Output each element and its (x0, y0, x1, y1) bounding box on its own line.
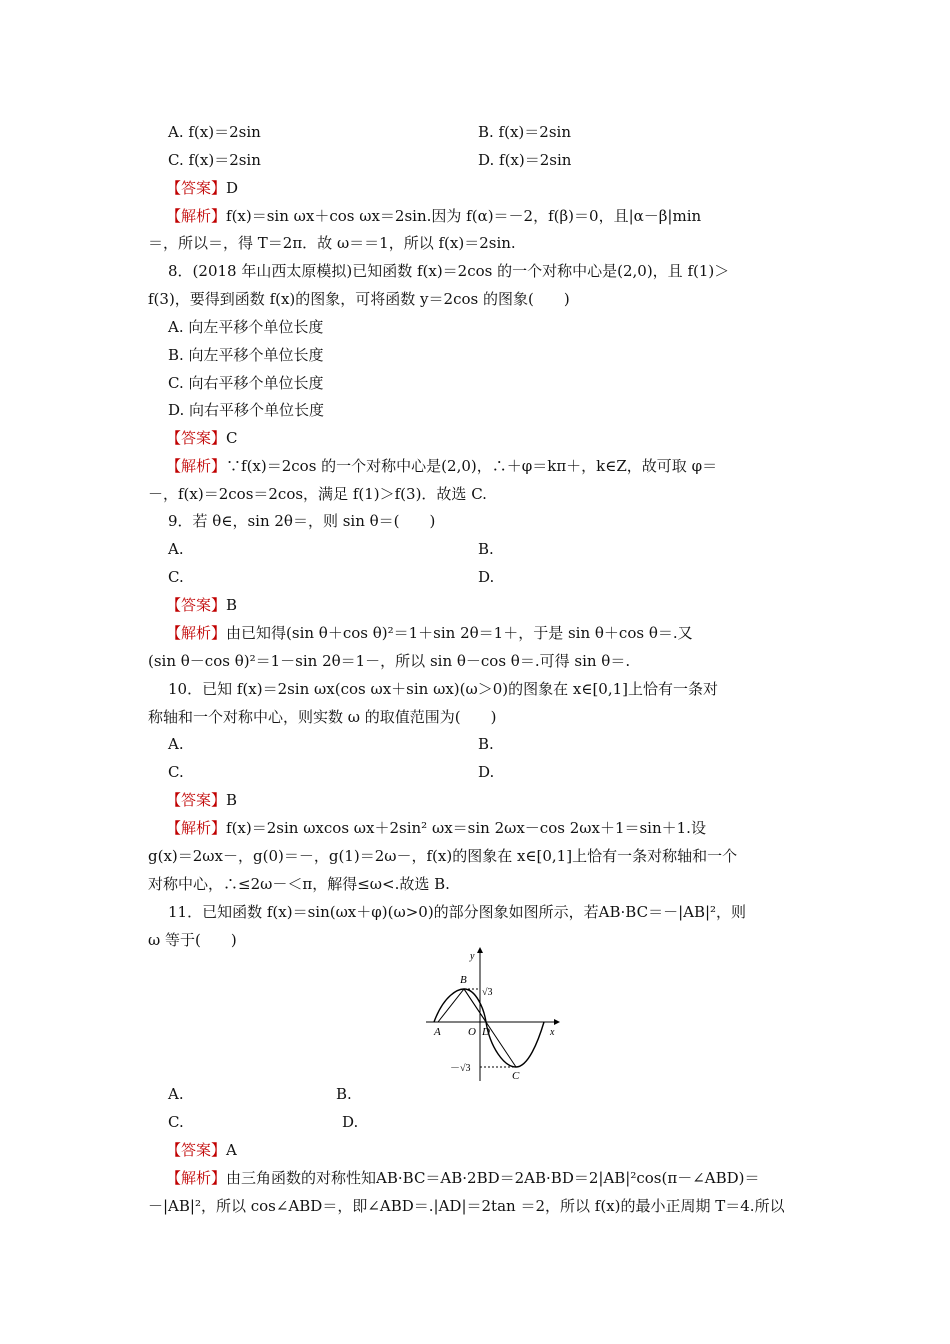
answer-tag: 【答案】 (166, 1141, 227, 1159)
answer-tag: 【答案】 (166, 179, 227, 197)
option-right: B. (478, 540, 494, 558)
text-line: ω 等于( ) (148, 931, 237, 949)
text-line: 8．(2018 年山西太原模拟)已知函数 f(x)＝2cos 的一个对称中心是(2,0)，且 f(1)＞ (168, 262, 730, 280)
label-y: y (470, 951, 475, 962)
label-a: A (434, 1026, 441, 1038)
text-line: 【答案】A (166, 1141, 237, 1159)
label-d: D (482, 1026, 490, 1038)
text-line: C. 向右平移个单位长度 (168, 374, 324, 392)
text-line: D. 向右平移个单位长度 (168, 401, 325, 419)
text-line: (sin θ－cos θ)²＝1－sin 2θ＝1－，所以 sin θ－cos θ＝.可得 sin θ＝. (148, 652, 631, 670)
text-line: 称轴和一个对称中心，则实数 ω 的取值范围为( ) (148, 708, 497, 726)
option-right: D. (342, 1113, 359, 1131)
label-x: x (550, 1027, 555, 1038)
option-right: B. (478, 735, 494, 753)
text-line: 【答案】B (166, 791, 238, 809)
text-line: 【答案】C (166, 429, 238, 447)
text-line: B. 向左平移个单位长度 (168, 346, 324, 364)
x-axis-arrow (554, 1019, 560, 1025)
analysis-tag: 【解析】 (166, 1169, 227, 1187)
text-line: C. f(x)＝2sin (168, 151, 261, 169)
text-line: 对称中心，∴≤2ω－＜π，解得≤ω<.故选 B. (148, 875, 450, 893)
label-b: B (460, 974, 467, 986)
text-line: C. (168, 1113, 184, 1131)
text-line: 9．若 θ∈，sin 2θ＝，则 sin θ＝( ) (168, 512, 436, 530)
label-c: C (512, 1070, 520, 1082)
text-line: ＝，所以＝，得 T＝2π．故 ω＝＝1，所以 f(x)＝2sin. (148, 234, 516, 252)
text-line: A. (168, 735, 184, 753)
label-o: O (468, 1026, 476, 1038)
text-line: A. (168, 540, 184, 558)
text-line: C. (168, 568, 184, 586)
text-line: 11．已知函数 f(x)＝sin(ωx＋φ)(ω>0)的部分图象如图所示，若AB·BC＝－|AB|²，则 (168, 903, 747, 921)
text-line: 【解析】f(x)＝2sin ωxcos ωx＋2sin² ωx＝sin 2ωx－cos 2ωx＋1＝sin＋1.设 (166, 819, 706, 837)
label-sqrt3: √3 (482, 987, 493, 998)
text-line: 【解析】f(x)＝sin ωx＋cos ωx＝2sin.因为 f(α)＝－2，f(β)＝0，且|α－β|min (166, 207, 702, 225)
text-line: 【答案】D (166, 179, 239, 197)
text-line: －，f(x)＝2cos＝2cos，满足 f(1)＞f(3)．故选 C. (148, 485, 487, 503)
analysis-tag: 【解析】 (166, 624, 227, 642)
option-right: D. (478, 568, 495, 586)
sine-graph-figure (424, 947, 564, 1083)
text-line: A. 向左平移个单位长度 (168, 318, 324, 336)
text-line: 【解析】∵f(x)＝2cos 的一个对称中心是(2,0)，∴＋φ＝kπ＋，k∈Z，故可取 φ＝ (166, 457, 718, 475)
option-right: D. (478, 763, 495, 781)
text-line: 【答案】B (166, 596, 238, 614)
answer-tag: 【答案】 (166, 429, 227, 447)
option-right: B. f(x)＝2sin (478, 123, 571, 141)
analysis-tag: 【解析】 (166, 457, 227, 475)
analysis-tag: 【解析】 (166, 207, 227, 225)
triangle-abc (438, 989, 516, 1067)
analysis-tag: 【解析】 (166, 819, 227, 837)
text-line: －|AB|²，所以 cos∠ABD＝，即∠ABD＝.|AD|＝2tan ＝2，所以 f(x)的最小正周期 T＝4.所以 (148, 1197, 785, 1215)
option-right: D. f(x)＝2sin (478, 151, 572, 169)
y-axis-arrow (477, 947, 483, 953)
text-line: 【解析】由已知得(sin θ＋cos θ)²＝1＋sin 2θ＝1＋，于是 sin θ＋cos θ＝.又 (166, 624, 693, 642)
answer-tag: 【答案】 (166, 791, 227, 809)
text-line: A. f(x)＝2sin (168, 123, 261, 141)
label-neg-sqrt3: －√3 (450, 1063, 471, 1074)
option-right: B. (336, 1085, 352, 1103)
text-line: 10．已知 f(x)＝2sin ωx(cos ωx＋sin ωx)(ω＞0)的图象在 x∈[0,1]上恰有一条对 (168, 680, 719, 698)
text-line: f(3)，要得到函数 f(x)的图象，可将函数 y＝2cos 的图象( ) (148, 290, 570, 308)
text-line: C. (168, 763, 184, 781)
text-line: 【解析】由三角函数的对称性知AB·BC＝AB·2BD＝2AB·BD＝2|AB|²cos(π－∠ABD)＝ (166, 1169, 760, 1187)
answer-tag: 【答案】 (166, 596, 227, 614)
text-line: A. (168, 1085, 184, 1103)
text-line: g(x)＝2ωx－，g(0)＝－，g(1)＝2ω－，f(x)的图象在 x∈[0,1]上恰有一条对称轴和一个 (148, 847, 738, 865)
